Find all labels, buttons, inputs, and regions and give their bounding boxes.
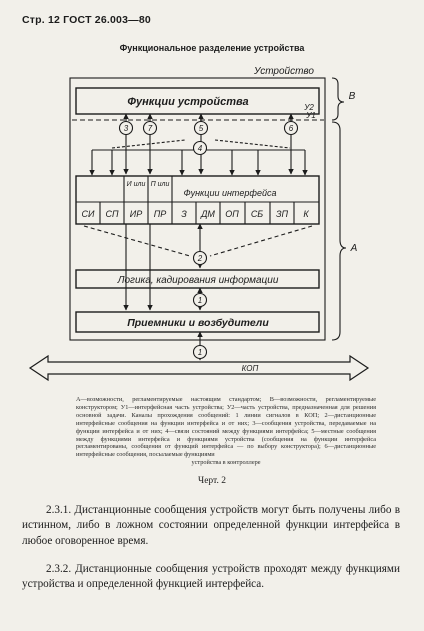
circle-6-label: 6	[288, 124, 294, 133]
u1-label: У1	[306, 111, 316, 120]
circle-2-label: 2	[197, 254, 203, 263]
interface-functions-label: Функции интерфейса	[183, 188, 277, 198]
device-functional-diagram	[0, 60, 424, 390]
circle-4-label: 4	[197, 144, 203, 153]
cell-dm: ДМ	[201, 209, 215, 219]
circle-7-label: 7	[147, 124, 153, 133]
cell-pr: ПР	[153, 209, 167, 219]
brace-b	[332, 78, 344, 120]
ili-label-2: П или	[150, 181, 170, 188]
page-header: Стр. 12 ГОСТ 26.003—80	[22, 14, 151, 26]
legend-text: А—возможности, регламентируемые настоящим стандартом; В—возможности, регламентируемые конструктором; У1—интерфейсная часть устройства; У2—часть устройства, предназначенная для решения основной задачи. Каналы прохождения сообщений: 1 линии сигналов в КОП; 2—дистанционные интерфейсные сообщения на функции интерфейса и от них; 3—сообщения устройства, передаваемые на функции интерфейса и от них; 4—связи состояний между функциями интерфейса; 5—местные сообщения между функциями интерфейса и функциями устройства (сообщения на функции интерфейса регламентированы, сообщения от функций интерфейса — по выбору конструктора); 6—дистанционные интерфейсные сообщения, посылаемые функциями	[76, 396, 376, 459]
device-functions-label: Функции устройства	[127, 96, 249, 108]
cell-sb: СБ	[250, 209, 264, 219]
logic-label: Логика, кадирования информации	[117, 275, 279, 286]
ili-label-1: И или	[126, 181, 146, 188]
device-label: Устройство	[254, 66, 314, 77]
diagram-title: Функциональное разделение устройства	[119, 43, 305, 53]
paragraph-2-3-1: 2.3.1. Дистанционные сообщения устройств могут быть получены либо в истинном, либо в ложном состоянии определенной функции интерфейса в любое оговоренное время.	[22, 504, 400, 547]
circle-1a-label: 1	[197, 296, 203, 305]
circle-1b-label: 1	[197, 348, 203, 357]
cell-z: З	[181, 209, 187, 219]
cell-si: СИ	[81, 209, 95, 219]
u2-label: У2	[304, 103, 314, 112]
legend-last-line: устройства в контроллере	[191, 459, 261, 467]
figure-label: Черт. 2	[198, 476, 226, 486]
side-a-label: А	[350, 243, 358, 254]
side-b-label: В	[348, 91, 356, 102]
cell-op: ОП	[225, 209, 239, 219]
transceivers-label: Приемники и возбудители	[127, 317, 269, 329]
bus-arrow	[30, 356, 368, 380]
cell-sp: СП	[105, 209, 119, 219]
diagram-legend	[76, 396, 376, 467]
cell-ir: ИР	[129, 209, 143, 219]
cell-zp: ЗП	[275, 209, 289, 219]
bus-label: КОП	[241, 364, 259, 373]
brace-a	[332, 122, 346, 340]
circle-3-label: 3	[123, 124, 129, 133]
circle-5-label: 5	[198, 124, 204, 133]
paragraph-2-3-2: 2.3.2. Дистанционные сообщения устройств проходят между функциями устройства и определенной функцией интерфейса.	[22, 563, 400, 591]
cell-k: К	[303, 209, 309, 219]
